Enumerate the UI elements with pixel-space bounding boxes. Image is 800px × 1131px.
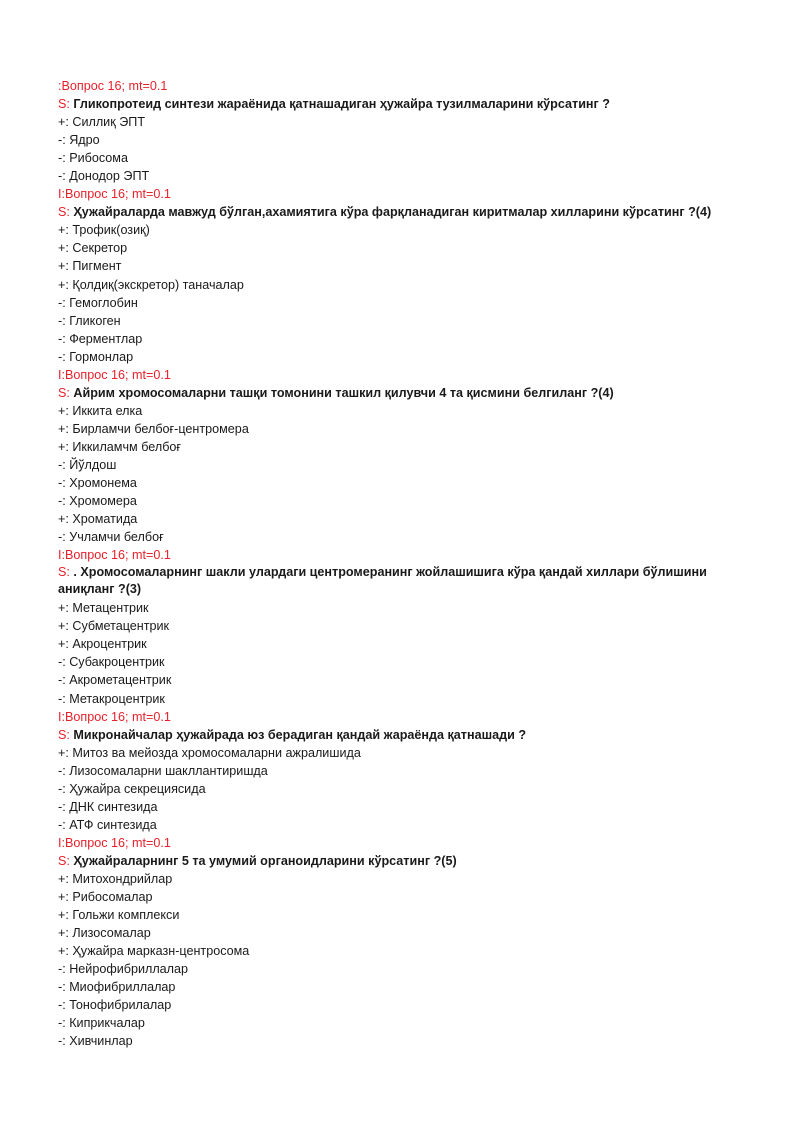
question-meta: I:Вопрос 16; mt=0.1 bbox=[58, 548, 171, 563]
question-block bbox=[58, 834, 758, 1051]
question-prefix: S: bbox=[58, 853, 70, 868]
question-prefix: S: bbox=[58, 565, 70, 580]
question-prefix: S: bbox=[58, 205, 70, 220]
answer-option-incorrect: -: Акрометацентрик bbox=[58, 673, 172, 688]
answer-option-correct: +: Пигмент bbox=[58, 259, 122, 274]
question-prefix: S: bbox=[58, 727, 70, 742]
answer-option-correct: +: Акроцентрик bbox=[58, 637, 147, 652]
answer-option-incorrect: -: Донодор ЭПТ bbox=[58, 169, 150, 184]
question-prefix: S: bbox=[58, 385, 70, 400]
answer-option-correct: +: Иккита елка bbox=[58, 403, 143, 418]
answer-option-incorrect: -: Лизосомаларни шакллантиришда bbox=[58, 763, 268, 778]
question-text bbox=[58, 852, 758, 870]
answer-option-correct: +: Метацентрик bbox=[58, 601, 149, 616]
question-block bbox=[58, 185, 758, 365]
answer-option-incorrect: -: Гормонлар bbox=[58, 349, 134, 364]
question-block bbox=[58, 546, 758, 707]
question-body: Ҳужайраларда мавжуд бўлган,ахамиятига кўра фарқланадиган киритмалар хилларини кўрсатинг ?(4) bbox=[73, 205, 712, 220]
question-list bbox=[58, 77, 758, 1050]
question-text bbox=[58, 564, 748, 598]
answer-option-correct: +: Ҳужайра марказн-центросома bbox=[58, 944, 250, 959]
question-body: Гликопротеид синтези жараёнида қатнашадиган ҳужайра тузилмаларини кўрсатинг ? bbox=[73, 97, 610, 112]
answer-option-correct: +: Митохондрийлар bbox=[58, 871, 173, 886]
answer-option-incorrect: -: Хромомера bbox=[58, 494, 137, 509]
answer-option-incorrect: -: Хивчинлар bbox=[58, 1034, 133, 1049]
answer-option-incorrect: -: АТФ синтезида bbox=[58, 817, 157, 832]
answer-option-incorrect: -: Ядро bbox=[58, 133, 100, 148]
answer-option-incorrect: -: Учламчи белбоғ bbox=[58, 530, 164, 545]
question-text bbox=[58, 384, 758, 402]
question-body: Айрим хромосомаларни ташқи томонини ташкил қилувчи 4 та қисмини белгиланг ?(4) bbox=[73, 385, 614, 400]
question-meta: I:Вопрос 16; mt=0.1 bbox=[58, 835, 171, 850]
question-body: Микронайчалар ҳужайрада юз берадиган қандай жараёнда қатнашади ? bbox=[73, 727, 527, 742]
answer-option-correct: +: Субметацентрик bbox=[58, 619, 170, 634]
question-prefix: S: bbox=[58, 97, 70, 112]
question-meta: I:Вопрос 16; mt=0.1 bbox=[58, 367, 171, 382]
answer-option-incorrect: -: Ҳужайра секрециясида bbox=[58, 781, 206, 796]
answer-option-correct: +: Секретор bbox=[58, 241, 128, 256]
answer-option-incorrect: -: Нейрофибриллалар bbox=[58, 962, 189, 977]
question-block bbox=[58, 366, 758, 546]
answer-option-correct: +: Лизосомалар bbox=[58, 926, 151, 941]
question-block bbox=[58, 708, 758, 834]
answer-option-incorrect: -: Ферментлар bbox=[58, 331, 143, 346]
answer-option-correct: +: Гольжи комплекси bbox=[58, 908, 180, 923]
answer-option-incorrect: -: Миофибриллалар bbox=[58, 980, 176, 995]
question-text bbox=[58, 726, 758, 744]
answer-option-correct: +: Силлиқ ЭПТ bbox=[58, 115, 146, 130]
answer-option-incorrect: -: Рибосома bbox=[58, 151, 128, 166]
question-meta: :Вопрос 16; mt=0.1 bbox=[58, 79, 168, 93]
answer-option-incorrect: -: Субакроцентрик bbox=[58, 655, 165, 670]
answer-option-correct: +: Бирламчи белбоғ-центромера bbox=[58, 421, 249, 436]
answer-option-incorrect: -: Йўлдош bbox=[58, 457, 117, 472]
answer-option-incorrect: -: ДНК синтезида bbox=[58, 799, 158, 814]
answer-option-incorrect: -: Киприкчалар bbox=[58, 1016, 145, 1031]
answer-option-incorrect: -: Хромонема bbox=[58, 476, 137, 491]
question-body: Ҳужайраларнинг 5 та умумий органоидларини кўрсатинг ?(5) bbox=[73, 853, 457, 868]
answer-option-incorrect: -: Гликоген bbox=[58, 313, 121, 328]
answer-option-correct: +: Қолдиқ(экскретор) таначалар bbox=[58, 277, 244, 292]
question-meta: I:Вопрос 16; mt=0.1 bbox=[58, 709, 171, 724]
answer-option-incorrect: -: Гемоглобин bbox=[58, 295, 138, 310]
answer-option-correct: +: Трофик(озиқ) bbox=[58, 223, 150, 238]
answer-option-correct: +: Иккиламчм белбоғ bbox=[58, 439, 182, 454]
answer-option-incorrect: -: Тонофибрилалар bbox=[58, 998, 172, 1013]
question-meta: I:Вопрос 16; mt=0.1 bbox=[58, 187, 171, 202]
question-block bbox=[58, 77, 758, 185]
answer-option-incorrect: -: Метакроцентрик bbox=[58, 691, 165, 706]
answer-option-correct: +: Митоз ва мейозда хромосомаларни ажралишида bbox=[58, 745, 361, 760]
answer-option-correct: +: Хроматида bbox=[58, 512, 138, 527]
question-body: . Хромосомаларнинг шакли улардаги центромеранинг жойлашишига кўра қандай хиллари бўлишини аниқланг ?(3) bbox=[58, 565, 707, 597]
answer-option-correct: +: Рибосомалар bbox=[58, 890, 153, 905]
question-text bbox=[58, 95, 758, 113]
question-text bbox=[58, 203, 758, 221]
